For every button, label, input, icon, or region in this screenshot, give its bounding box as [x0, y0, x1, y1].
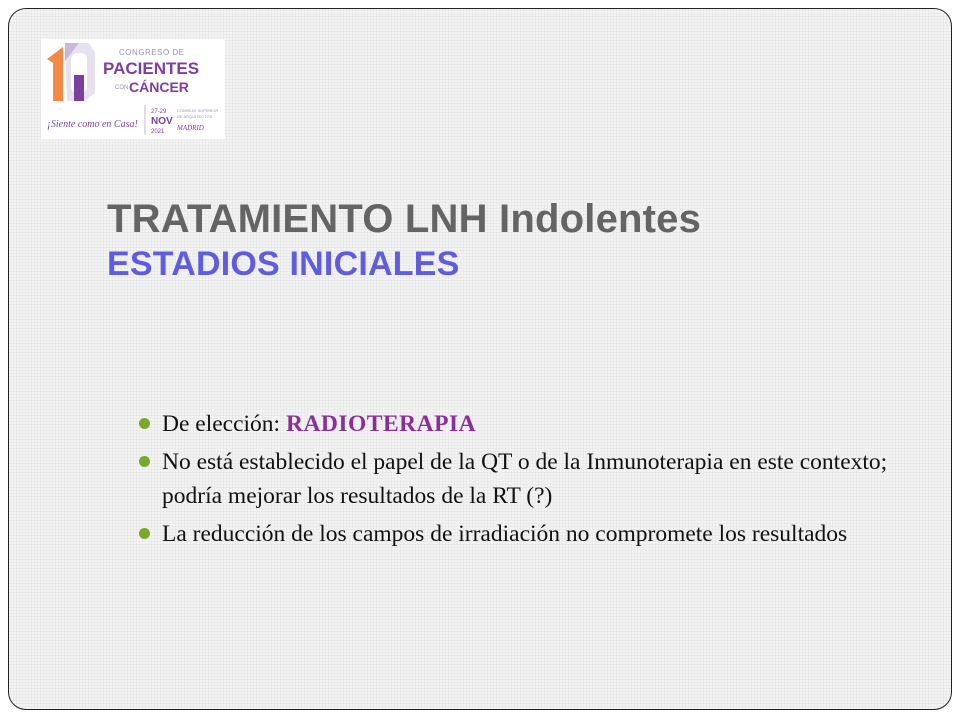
bullet-item	[139, 445, 899, 513]
bullet-text: No está establecido el papel de la QT o de la Inmunoterapia en este contexto; podría mejorar los resultados de la RT (?)	[162, 449, 888, 509]
congress-logo-graphic	[41, 39, 225, 139]
bullet-text: La reducción de los campos de irradiación no compromete los resultados	[162, 521, 848, 547]
logo-date-days: 27-29	[151, 109, 167, 115]
slide	[8, 8, 952, 710]
logo-venue-line1: CONSEJO SUPERIOR	[177, 108, 219, 113]
slide-title	[107, 199, 937, 281]
logo-tagline: ¡Siente como en Casa!	[47, 119, 138, 130]
logo-line3: CON	[115, 85, 129, 91]
bullet-dot-icon	[139, 528, 150, 539]
logo-city: MADRID	[177, 124, 204, 132]
logo-accent-bar	[74, 75, 84, 101]
bullet-item	[139, 407, 899, 441]
bullet-dot-icon	[139, 456, 150, 467]
logo-date-year: 2021	[151, 129, 165, 135]
bullet-dot-icon	[139, 418, 150, 429]
bullet-item	[139, 517, 899, 551]
logo-line2: PACIENTES	[103, 59, 200, 78]
bullet-highlight: RADIOTERAPIA	[285, 411, 477, 437]
congress-logo	[41, 39, 225, 139]
logo-venue-line2: DE ARQUITECTOS	[177, 114, 213, 119]
logo-line1: CONGRESO DE	[119, 48, 185, 57]
bullet-list	[139, 407, 899, 555]
logo-line4: CÁNCER	[129, 79, 189, 95]
logo-date-month: NOV	[151, 116, 173, 127]
title-subtitle: ESTADIOS INICIALES	[107, 245, 460, 283]
title-main: TRATAMIENTO LNH Indolentes	[107, 197, 702, 241]
logo-number-one-shape	[47, 47, 63, 101]
bullet-text: De elección:	[162, 411, 286, 437]
